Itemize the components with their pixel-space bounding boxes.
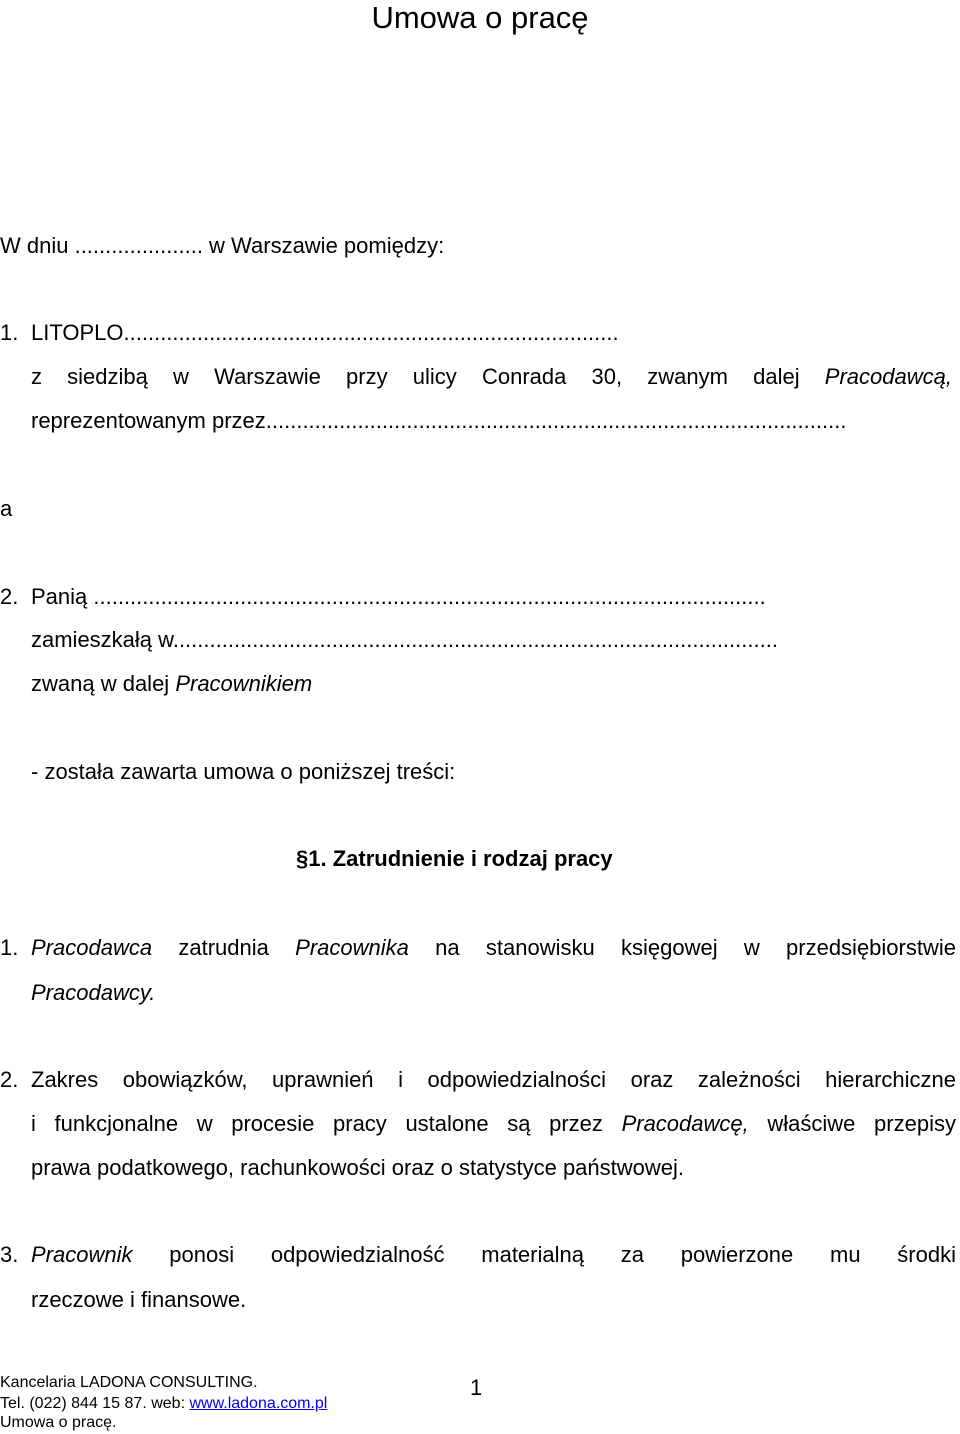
party1-number: 1. bbox=[0, 320, 19, 345]
para1-line2 bbox=[31, 980, 155, 1006]
footer-firm: Kancelaria LADONA CONSULTING. bbox=[0, 1374, 258, 1391]
para3-number: 3. bbox=[0, 1242, 19, 1267]
party1-name: LITOPLO................................................................................. bbox=[31, 320, 619, 345]
para1-line1 bbox=[31, 935, 956, 961]
para1-role-employer: Pracodawca bbox=[31, 935, 153, 960]
para2-role-employer: Pracodawcę, bbox=[621, 1111, 749, 1136]
footer-doc-name: Umowa o pracę. bbox=[0, 1414, 117, 1431]
party2-named bbox=[31, 671, 312, 697]
concluded-line: - została zawarta umowa o poniższej treści: bbox=[31, 759, 456, 784]
para1-number: 1. bbox=[0, 935, 19, 960]
party2-name: Panią .............................................................................................................. bbox=[31, 584, 766, 609]
para2-line2-text: i funkcjonalne w procesie pracy ustalone są przez bbox=[31, 1111, 603, 1136]
para3-role-employee: Pracownik bbox=[31, 1242, 133, 1267]
para1-role-employer-gen: Pracodawcy. bbox=[31, 980, 156, 1005]
section-heading: §1. Zatrudnienie i rodzaj pracy bbox=[296, 846, 613, 871]
para2-line2-post: właściwe przepisy bbox=[767, 1111, 956, 1136]
party1-address bbox=[31, 364, 952, 390]
footer-contact bbox=[0, 1394, 327, 1413]
para3-line2: rzeczowe i finansowe. bbox=[31, 1287, 247, 1312]
footer-tel: Tel. (022) 844 15 87. web: bbox=[0, 1395, 186, 1412]
para2-line2 bbox=[31, 1111, 956, 1137]
para2-line3: prawa podatkowego, rachunkowości oraz o statystyce państwowej. bbox=[31, 1155, 685, 1180]
party2-number: 2. bbox=[0, 584, 19, 609]
party2-named-text: zwaną w dalej bbox=[31, 671, 170, 696]
party1-role: Pracodawcą, bbox=[824, 364, 952, 389]
document-title: Umowa o pracę bbox=[371, 0, 589, 35]
party2-role: Pracownikiem bbox=[175, 671, 313, 696]
page-number: 1 bbox=[470, 1375, 483, 1400]
para2-number: 2. bbox=[0, 1067, 19, 1092]
conjunction: a bbox=[0, 496, 13, 521]
para1-text2: na stanowisku księgowej w przedsiębiorstwie bbox=[435, 935, 956, 960]
para1-role-employee: Pracownika bbox=[295, 935, 409, 960]
party1-represented: reprezentowanym przez............................................................................................... bbox=[31, 408, 847, 433]
party2-residence: zamieszkałą w................................................................................................... bbox=[31, 627, 778, 652]
para2-line1: Zakres obowiązków, uprawnień i odpowiedzialności oraz zależności hierarchiczne bbox=[31, 1067, 956, 1092]
party1-address-text: z siedzibą w Warszawie przy ulicy Conrada 30, zwanym dalej bbox=[31, 364, 800, 389]
intro-line: W dniu ..................... w Warszawie pomiędzy: bbox=[0, 233, 445, 258]
para1-text1: zatrudnia bbox=[178, 935, 269, 960]
footer-web-link[interactable]: www.ladona.com.pl bbox=[189, 1395, 328, 1412]
para3-line1 bbox=[31, 1242, 956, 1268]
para3-text: ponosi odpowiedzialność materialną za powierzone mu środki bbox=[169, 1242, 956, 1267]
